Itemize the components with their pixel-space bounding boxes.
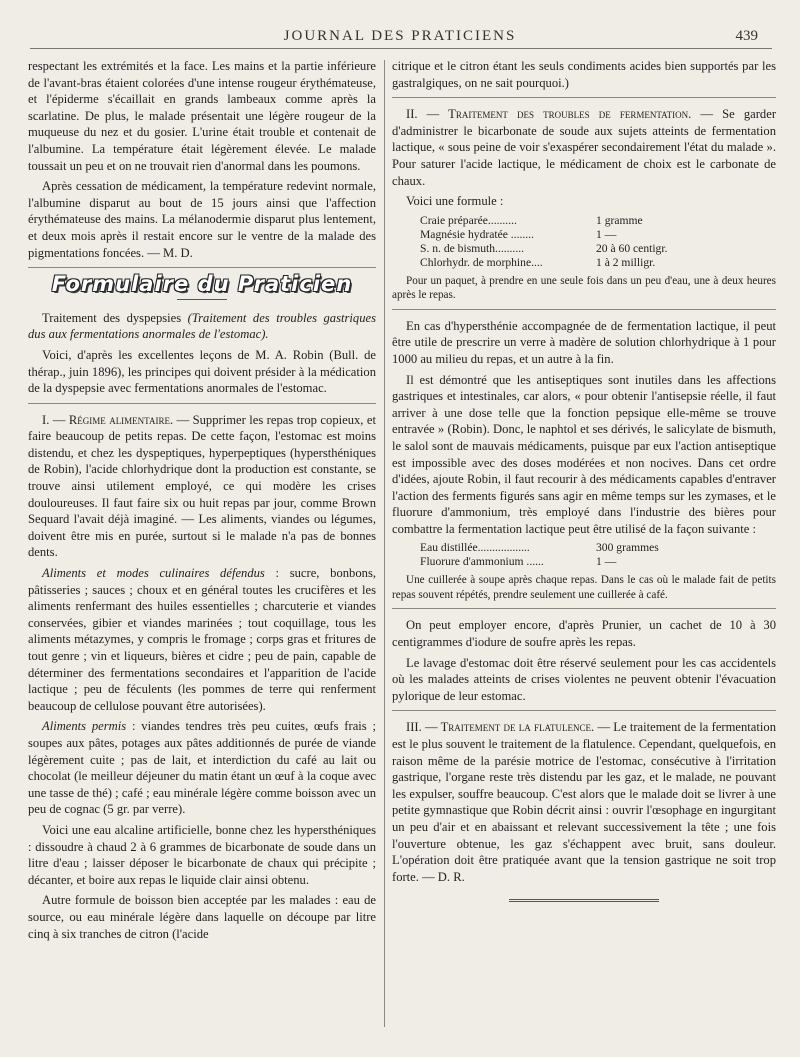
formula-table-1: [420, 214, 673, 270]
paragraph-fermentation: [392, 106, 776, 189]
topic-heading: [28, 310, 376, 343]
defendus-text: : sucre, bonbons, pâtisseries ; sauces ; choux et en général toutes les crucifères et les aliments renfermant des huiles essentielles ; charcuterie et viandes conservées, gibier et viandes marinées ; tout coquillage, tous les aliments métazymes, y compris le fromage ; corps gras et fritures de tout genre ; vin et liqueurs, bières et cidre ; peu de pain, capable de déterminer des fermentations secondaires et l'apparition de l'acide lactique ; peu de féculents (les pommes de terre qui renferment beaucoup de cellulose pouvant être autorisées).: [28, 566, 376, 713]
paragraph-antiseptiques: Il est démontré que les antiseptiques sont inutiles dans les affections gastriques et intestinales, car alors, « pour obtenir l'antisepsie réelle, il faut arriver à une dose telle que la fonction pepsique elle-même se trouve entravée » (Robin). Donc, le naphtol et ses dérivés, le salicylate de bismuth, le salol sont de mauvais médicaments, puisque par eux l'action antiseptique est impossible avec des doses modérées et non nocives. Dans cet ordre d'idées, ajoute Robin, il faut recourir à des médicaments capables d'entraver l'action des ferments figurés sans agir en même temps sur les zymases, et le fluorure d'ammonium, très employé dans l'industrie des bières pour combattre la fermentation lactique peut être utilisé de la façon suivante :: [392, 372, 776, 536]
fermentation-heading: II. — Traitement des troubles de fermentation.: [406, 107, 692, 122]
column-divider: [384, 60, 385, 1027]
topic-subtitle: (Traitement des troubles gastriques dus aux fermentations anormales de l'estomac).: [28, 310, 376, 342]
running-title: JOURNAL DES PRATICIENS: [283, 28, 517, 44]
permis-text: : viandes tendres très peu cuites, œufs frais ; soupes aux pâtes, potages aux pâtes additionnés de purée de viande légèrement cuite ; pas de lait, et interdiction du café au lait ou chocolat (le meilleur déjeuner du matin étant un œuf à la coque avec une tasse de thé) ; café ; eau minérale légère comme boisson avec un peu de cognac (5 gr. par verre).: [28, 719, 376, 817]
formula-row: Magnésie hydratée ........ 1 —: [420, 227, 617, 241]
paragraph-cessation: Après cessation de médicament, la température redevint normale, l'albumine disparut au bout de 15 jours ainsi que l'affection érythémateuse des mains. La mélanodermie disparut plus lentement, et deux mois après il restait encore sur le ventre de la malade des pigmentations foncées. — M. D.: [28, 179, 376, 260]
left-column: [28, 58, 376, 1037]
paragraph-defendus: [28, 565, 376, 714]
section-rule: [28, 267, 376, 268]
paragraph-flatulence: [392, 719, 776, 885]
regime-heading: I. — Régime alimentaire.: [42, 412, 174, 427]
paragraph-permis: [28, 718, 376, 818]
end-rule: [509, 899, 659, 902]
formula-row: Craie préparée.......... 1 gramme: [420, 213, 643, 227]
formula-rule: [392, 608, 776, 609]
paragraph-eau-alcaline: Voici une eau alcaline artificielle, bonne chez les hypersthéniques : dissoudre à chaud 2 à 6 grammes de bicarbonate de soude dans un litre d'eau ; laisser déposer le bicarbonate de chaux qui précipite ; décanter, et boire aux repas le liquide clair ainsi obtenu.: [28, 822, 376, 887]
formula-row: Eau distillée.................. 300 grammes: [420, 541, 659, 555]
defendus-heading: Aliments et modes culinaires défendus: [42, 566, 265, 581]
title-underline: [177, 299, 227, 300]
page-header: [0, 28, 800, 50]
fermentation-text: — Se garder d'administrer le bicarbonate de soude aux sujets atteints de fermentation lactique, « sous peine de voir s'exaspérer secondairement l'état du malade ». Pour saturer l'acide lactique, le médicament de choix est le carbonate de chaux.: [392, 107, 776, 188]
right-column: [392, 58, 776, 1037]
subsection-rule: [392, 710, 776, 711]
paragraph-continuation: respectant les extrémités et la face. Les mains et la partie inférieure de l'avant-bras étaient colorées d'une intense rougeur érythémateuse, et l'épiderme s'écaillait en grands lambeaux comme après la scarlatine. De plus, le malade présentait une légère rougeur de la muqueuse du nez et du gosier. L'urine était trouble et contenait de l'albumine. La température était légèrement élevée. Le malade toussait un peu et on ne trouvait rien d'anormal dans les poumons.: [28, 59, 376, 173]
paragraph-citrique: citrique et le citron étant les seuls condiments acides bien supportés par les gastralgiques, on ne sait pourquoi.): [392, 59, 776, 90]
paragraph-hypersthenie: En cas d'hypersthénie accompagnée de de fermentation lactique, il peut être utile de prescrire un verre à madère de solution chlorhydrique à 1 pour 1000 au milieu du repas, et un autre à la fin.: [392, 318, 776, 366]
formula-row: S. n. de bismuth.......... 20 à 60 centigr.: [420, 241, 668, 255]
section-title: Formulaire du Praticien: [51, 272, 353, 297]
formula-rule: [392, 309, 776, 310]
permis-heading: Aliments permis: [42, 719, 127, 734]
formula-row: Chlorhydr. de morphine.... 1 à 2 milligr.: [420, 255, 656, 269]
subsection-rule: [392, 97, 776, 98]
paragraph-prunier: On peut employer encore, d'après Prunier, un cachet de 10 à 30 centigrammes d'iodure de soufre après les repas.: [392, 618, 776, 650]
formula-row: Fluorure d'ammonium ...... 1 —: [420, 555, 617, 569]
paragraph-intro: Voici, d'après les excellentes leçons de M. A. Robin (Bull. de thérap., juin 1896), les principes qui doivent présider à la médication de la dyspepsie avec fermentations anormales de l'estomac.: [28, 347, 376, 396]
paragraph-regime: [28, 412, 376, 561]
page-number: 439: [735, 28, 758, 44]
subsection-rule: [28, 403, 376, 404]
formula-table-2: [420, 541, 665, 569]
flatulence-heading: III. — Traitement de la flatulence.: [406, 720, 595, 735]
topic-title: Traitement des dyspepsies: [42, 310, 182, 325]
regime-text: — Supprimer les repas trop copieux, et faire beaucoup de petits repas. De cette façon, l'estomac est moins distendu, et chez les dyspeptiques, hyperpeptiques (hypersthéniques de Robin), l'acide chlorhydrique dont la production est constante, se trouve ainsi utilement employé, ce qui modère les crises douloureuses. Il faut faire six ou huit repas par jour, comme Brown Sequard l'avait déjà imaginé. — Les aliments, viandes ou légumes, doivent être mis en purée, surtout si le malade n'a pas de bonnes dents.: [28, 412, 376, 560]
flatulence-text: — Le traitement de la fermentation est le plus souvent le traitement de la flatulence. Cependant, quelquefois, en raison même de la parésie motrice de l'estomac, consécutive à l'irritation gastrique, l'organe reste très distendu par les gaz, et le malade, ne pouvant les expulser, souffre beaucoup. C'est alors que le malade doit se livrer à une petite gymnastique que Robin décrit ainsi : ouvrir l'œsophage en ingurgitant un peu d'air et en abaissant et relevant successivement la tête ; une fois l'ouverture obtenue, les gaz s'échappent avec bruit, sans douleur. L'opération doit être pratiquée avant que la tension gastrique ne soit trop forte. — D. R.: [392, 720, 776, 884]
paragraph-boisson: Autre formule de boisson bien acceptée par les malades : eau de source, ou eau minérale légère dans laquelle on découpe par litre cinq à six tranches de citron (l'acide: [28, 893, 376, 941]
formula-note-1: Pour un paquet, à prendre en une seule fois dans un peu d'eau, une à deux heures après le repas.: [392, 274, 776, 302]
formula-intro: Voici une formule :: [406, 194, 504, 209]
header-rule: [30, 48, 772, 49]
formula-note-2: Une cuillerée à soupe après chaque repas. Dans le cas où le malade fait de petits repas souvent répétés, prendre seulement une cuillerée à café.: [392, 574, 776, 601]
paragraph-lavage: Le lavage d'estomac doit être réservé seulement pour les cas accidentels où les malades atteints de crises violentes ne peuvent obtenir l'évacuation pylorique de leur estomac.: [392, 655, 776, 703]
